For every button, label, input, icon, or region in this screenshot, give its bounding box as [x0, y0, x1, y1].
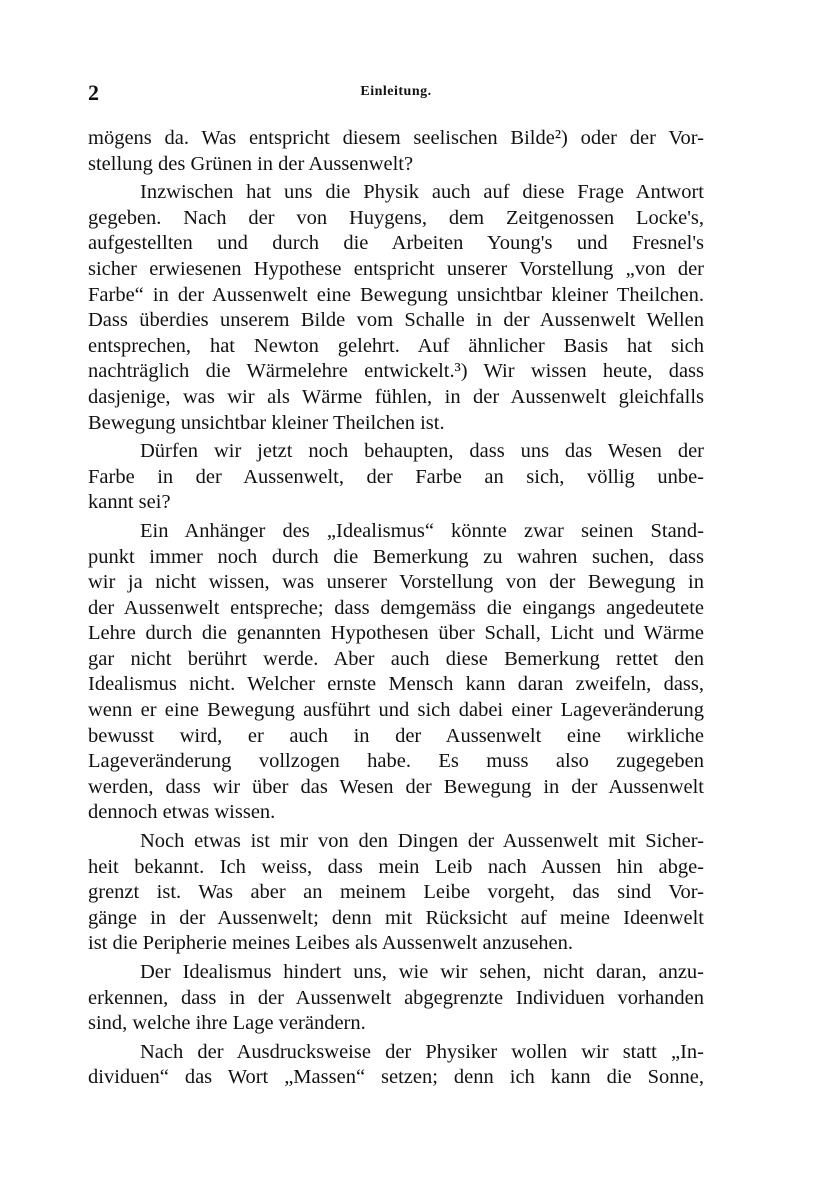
text-line: sind, welche ihre Lage verändern.: [88, 1012, 366, 1035]
text-line: Inzwischen hat uns die Physik auch auf diese Frage Antwort: [140, 181, 704, 204]
text-line: ist die Peripherie meines Leibes als Aussenwelt anzusehen.: [88, 932, 574, 955]
text-line: entsprechen, hat Newton gelehrt. Auf ähnlicher Basis hat sich: [88, 334, 704, 357]
page-number: 2: [88, 80, 99, 105]
text-line: werden, dass wir über das Wesen der Bewegung in der Aussenwelt: [88, 775, 704, 798]
text-line: Der Idealismus hindert uns, wie wir sehen, nicht daran, anzu-: [140, 961, 704, 983]
text-line: Nach der Ausdrucksweise der Physiker wollen wir statt „In-: [140, 1040, 704, 1063]
text-line: heit bekannt. Ich weiss, dass mein Leib nach Aussen hin abge-: [88, 855, 704, 878]
text-line: kannt sei?: [88, 491, 171, 514]
text-line: Ein Anhänger des „Idealismus“ könnte zwar seinen Stand-: [140, 519, 704, 542]
text-line: nachträglich die Wärmelehre entwickelt.³) Wir wissen heute, dass: [88, 360, 704, 383]
text-line: wir ja nicht wissen, was unserer Vorstellung von der Bewegung in: [88, 571, 704, 594]
text-line: Lehre durch die genannten Hypothesen über Schall, Licht und Wärme: [88, 622, 704, 645]
text-line: gänge in der Aussenwelt; denn mit Rücksicht auf meine Ideenwelt: [88, 906, 704, 929]
text-line: Farbe“ in der Aussenwelt eine Bewegung unsichtbar kleiner Theilchen.: [88, 283, 704, 306]
text-line: Dass überdies unserem Bilde vom Schalle in der Aussenwelt Wellen: [88, 309, 704, 332]
body-text: [88, 126, 704, 1091]
text-line: aufgestellten und durch die Arbeiten Young's und Fresnel's: [88, 232, 704, 255]
text-line: erkennen, dass in der Aussenwelt abgegrenzte Individuen vorhanden: [88, 986, 704, 1009]
text-line: Idealismus nicht. Welcher ernste Mensch kann daran zweifeln, dass,: [88, 673, 704, 696]
text-line: gegeben. Nach der von Huygens, dem Zeitgenossen Locke's,: [88, 206, 704, 229]
text-line: Farbe in der Aussenwelt, der Farbe an sich, völlig unbe-: [88, 465, 704, 488]
text-line: Dürfen wir jetzt noch behaupten, dass uns das Wesen der: [140, 440, 704, 463]
page-header: [88, 80, 704, 108]
text-line: der Aussenwelt entspreche; dass demgemäss die eingangs angedeutete: [88, 596, 704, 619]
text-line: mögens da. Was entspricht diesem seelischen Bilde²) oder der Vor-: [88, 127, 704, 149]
text-line: dividuen“ das Wort „Massen“ setzen; denn ich kann die Sonne,: [88, 1066, 704, 1089]
text-line: dennoch etwas wissen.: [88, 801, 276, 824]
text-line: Bewegung unsichtbar kleiner Theilchen ist.: [88, 411, 445, 434]
text-line: wenn er eine Bewegung ausführt und sich dabei einer Lageveränderung: [88, 699, 704, 722]
text-line: bewusst wird, er auch in der Aussenwelt eine wirkliche: [88, 724, 704, 747]
text-line: dasjenige, was wir als Wärme fühlen, in der Aussenwelt gleichfalls: [88, 385, 704, 408]
text-line: punkt immer noch durch die Bemerkung zu wahren suchen, dass: [88, 545, 704, 568]
text-line: Lageveränderung vollzogen habe. Es muss also zugegeben: [88, 750, 704, 773]
text-line: grenzt ist. Was aber an meinem Leibe vorgeht, das sind Vor-: [88, 881, 704, 904]
text-line: stellung des Grünen in der Aussenwelt?: [88, 152, 414, 175]
text-line: Noch etwas ist mir von den Dingen der Aussenwelt mit Sicher-: [140, 830, 704, 853]
text-line: sicher erwiesenen Hypothese entspricht unserer Vorstellung „von der: [88, 257, 704, 280]
text-line: gar nicht berührt werde. Aber auch diese Bemerkung rettet den: [88, 647, 704, 670]
running-title: Einleitung.: [360, 84, 432, 99]
